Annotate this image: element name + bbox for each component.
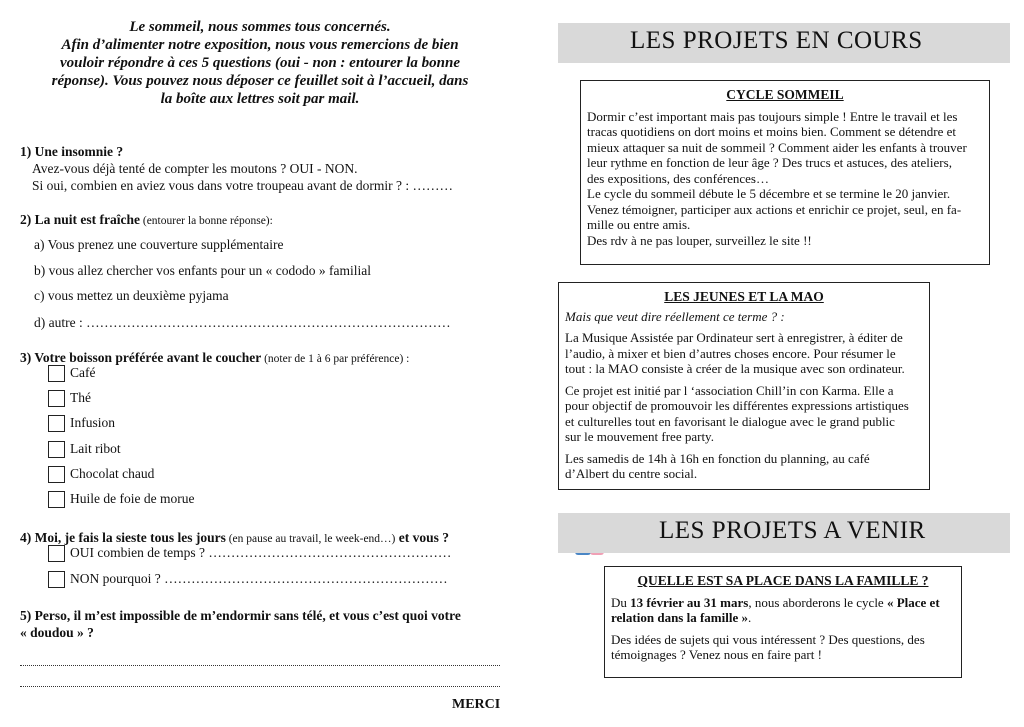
box-paragraph bbox=[565, 451, 923, 482]
box-line: tout : la MAO consiste à créer de la musique avec son ordinateur. bbox=[565, 361, 905, 376]
question-4-title-end: et vous ? bbox=[395, 530, 450, 545]
merci-text: MERCI bbox=[452, 697, 501, 712]
rank-checkbox[interactable] bbox=[48, 441, 65, 458]
intro-line: vouloir répondre à ces 5 questions (oui - non : entourer la bonne bbox=[59, 55, 461, 71]
question-4-title: 4) Moi, je fais la sieste tous les jours bbox=[20, 530, 226, 545]
box-line: et culturelles tout en favorisant le dialogue avec le grand public bbox=[565, 413, 895, 429]
box-line: Le cycle du sommeil débute le 5 décembre et se termine le 20 janvier. bbox=[587, 186, 951, 201]
box-place-famille bbox=[604, 566, 962, 678]
box-paragraph bbox=[565, 383, 923, 445]
question-1 bbox=[20, 143, 453, 194]
banner-title: LES PROJETS A VENIR bbox=[659, 517, 926, 544]
no-checkbox[interactable] bbox=[48, 571, 65, 588]
box-subtitle: Mais que veut dire réellement ce terme ? : bbox=[565, 308, 785, 324]
nap-option-label: OUI combien de temps ? ……………………………………………… bbox=[70, 545, 452, 560]
intro-line: Afin d’alimenter notre exposition, nous vous remercions de bien bbox=[61, 37, 459, 53]
nap-option-no[interactable] bbox=[48, 569, 448, 589]
rank-checkbox[interactable] bbox=[48, 466, 65, 483]
box-line: sur le mouvement free party. bbox=[565, 429, 714, 444]
box-line: Dormir c’est important mais pas toujours simple ! Entre le travail et les bbox=[587, 108, 958, 124]
intro-text bbox=[20, 18, 500, 108]
box-line: mille ou entre amis. bbox=[587, 217, 691, 232]
drink-option-cafe[interactable] bbox=[48, 363, 95, 383]
drink-option-the[interactable] bbox=[48, 388, 91, 408]
question-2-note: (entourer la bonne réponse): bbox=[139, 215, 273, 227]
box-line: Venez témoigner, participer aux actions et enrichir ce projet, seul, en fa- bbox=[587, 201, 962, 217]
question-2-option: d) autre : ……………………………………………………………………… bbox=[34, 315, 451, 330]
box-cycle-sommeil bbox=[580, 80, 990, 265]
box-text: . bbox=[747, 610, 752, 625]
question-2-option: c) vous mettez un deuxième pyjama bbox=[34, 288, 229, 303]
box-paragraph bbox=[565, 330, 923, 377]
rank-checkbox[interactable] bbox=[48, 415, 65, 432]
question-5 bbox=[20, 607, 510, 641]
box-line: l’audio, à mixer et bien d’autres choses encore. Pour résumer le bbox=[565, 345, 896, 361]
box-title: CYCLE SOMMEIL bbox=[726, 87, 844, 102]
box-title: QUELLE EST SA PLACE DANS LA FAMILLE ? bbox=[637, 573, 929, 588]
question-2-option: b) vous allez chercher vos enfants pour un « cododo » familial bbox=[34, 263, 372, 278]
question-3-note: (noter de 1 à 6 par préférence) : bbox=[261, 353, 410, 365]
drink-option-label: Café bbox=[70, 365, 96, 380]
banner-projets-en-cours bbox=[558, 23, 1010, 63]
question-2-title: 2) La nuit est fraîche bbox=[20, 212, 140, 227]
box-line: Les samedis de 14h à 16h en fonction du planning, au café bbox=[565, 450, 870, 466]
rank-checkbox[interactable] bbox=[48, 365, 65, 382]
question-5-line: « doudou » ? bbox=[20, 625, 94, 640]
box-text: , nous aborderons le cycle bbox=[748, 594, 887, 610]
question-5-line: 5) Perso, il m’est impossible de m’endormir sans télé, et vous c’est quoi votre bbox=[20, 608, 461, 623]
drink-option-label: Chocolat chaud bbox=[70, 466, 155, 481]
box-line: Ce projet est initié par l ‘association Chill’in con Karma. Elle a bbox=[565, 382, 894, 398]
drink-option-lait-ribot[interactable] bbox=[48, 439, 121, 459]
question-4-note: (en pause au travail, le week-end…) bbox=[225, 533, 396, 545]
question-2-option: a) Vous prenez une couverture supplémentaire bbox=[34, 237, 284, 252]
nap-option-yes[interactable] bbox=[48, 543, 451, 563]
box-line: d’Albert du centre social. bbox=[565, 466, 698, 481]
question-2-title-row bbox=[20, 211, 273, 230]
question-1-line: Si oui, combien en aviez vous dans votre troupeau avant de dormir ? : ……… bbox=[32, 178, 454, 193]
rank-checkbox[interactable] bbox=[48, 491, 65, 508]
rank-checkbox[interactable] bbox=[48, 390, 65, 407]
box-line: La Musique Assistée par Ordinateur sert à enregistrer, à éditer de bbox=[565, 330, 903, 345]
intro-line: Le sommeil, nous sommes tous concernés. bbox=[129, 19, 391, 35]
drink-option-infusion[interactable] bbox=[48, 413, 115, 433]
box-paragraph bbox=[611, 632, 955, 663]
box-paragraph bbox=[611, 595, 955, 626]
box-line: des expositions, des conférences… bbox=[587, 170, 769, 186]
box-line: pour objectif de promouvoir les différentes expressions artistiques bbox=[565, 398, 909, 413]
drink-option-label: Thé bbox=[70, 390, 91, 405]
box-line: tracas quotidiens on dort moins et moins bien. Comment se détendre et bbox=[587, 124, 956, 139]
box-text: Du bbox=[611, 594, 631, 610]
banner-title: LES PROJETS EN COURS bbox=[630, 27, 923, 54]
question-1-title: 1) Une insomnie ? bbox=[20, 144, 124, 159]
question-3-title: 3) Votre boisson préférée avant le coucher bbox=[20, 350, 262, 365]
drink-option-label: Huile de foie de morue bbox=[70, 491, 195, 506]
answer-line[interactable] bbox=[20, 685, 500, 687]
box-date: 13 février au 31 mars bbox=[630, 594, 749, 610]
yes-checkbox[interactable] bbox=[48, 545, 65, 562]
nap-option-label: NON pourquoi ? ……………………………………………………… bbox=[70, 571, 448, 586]
box-line: Des idées de sujets qui vous intéressent ? Des questions, des bbox=[611, 631, 925, 647]
box-line: mieux attaquer sa nuit de sommeil ? Comment aider les enfants à trouver bbox=[587, 139, 967, 155]
intro-line: la boîte aux lettres soit par mail. bbox=[160, 91, 360, 107]
drink-option-label: Infusion bbox=[70, 415, 115, 430]
drink-option-huile[interactable] bbox=[48, 489, 194, 509]
box-line: leur rythme en fonction de leur âge ? Des trucs et astuces, des ateliers, bbox=[587, 155, 952, 170]
box-title: LES JEUNES ET LA MAO bbox=[664, 289, 824, 304]
box-cycle-name: « Place et relation dans la famille » bbox=[611, 594, 940, 625]
box-line: témoignages ? Venez nous en faire part ! bbox=[611, 647, 822, 662]
drink-option-chocolat[interactable] bbox=[48, 464, 154, 484]
intro-line: réponse). Vous pouvez nous déposer ce feuillet soit à l’accueil, dans bbox=[51, 73, 469, 89]
banner-projets-a-venir bbox=[558, 513, 1010, 553]
answer-line[interactable] bbox=[20, 664, 500, 666]
question-1-line: Avez-vous déjà tenté de compter les moutons ? OUI - NON. bbox=[32, 161, 358, 176]
box-line: Des rdv à ne pas louper, surveillez le site !! bbox=[587, 232, 812, 248]
box-jeunes-mao bbox=[558, 282, 930, 490]
drink-option-label: Lait ribot bbox=[70, 441, 121, 456]
